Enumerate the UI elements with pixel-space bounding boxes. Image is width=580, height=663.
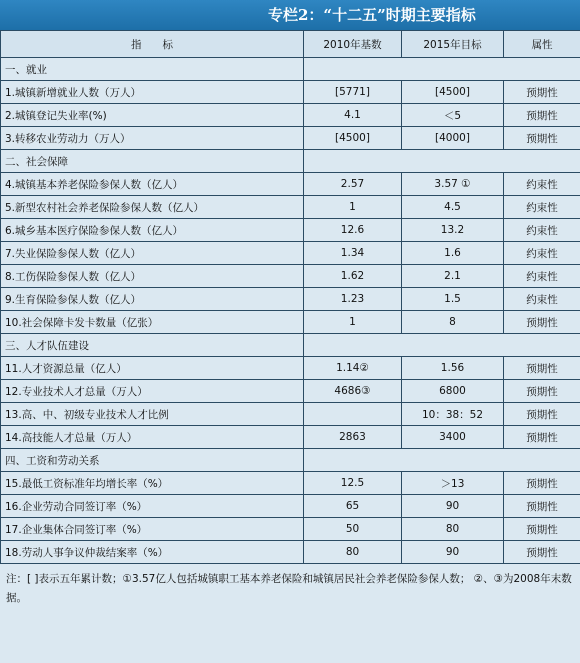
indicator-cell: 13.高、中、初级专业技术人才比例 bbox=[1, 403, 304, 426]
attribute-cell: 约束性 bbox=[504, 219, 580, 242]
section-spacer bbox=[304, 334, 580, 357]
indicator-cell: 3.转移农业劳动力（万人） bbox=[1, 127, 304, 150]
base-value-cell: [4500] bbox=[304, 127, 402, 150]
table-row bbox=[1, 495, 580, 518]
attribute-cell: 约束性 bbox=[504, 173, 580, 196]
base-value-cell: 80 bbox=[304, 541, 402, 564]
attribute-cell: 预期性 bbox=[504, 81, 580, 104]
target-value-cell: 4.5 bbox=[402, 196, 504, 219]
header-base: 2010年基数 bbox=[304, 31, 402, 58]
target-value-cell: 13.2 bbox=[402, 219, 504, 242]
table-row bbox=[1, 380, 580, 403]
target-value-cell: 6800 bbox=[402, 380, 504, 403]
attribute-cell: 预期性 bbox=[504, 403, 580, 426]
base-value-cell: [5771] bbox=[304, 81, 402, 104]
base-value-cell: 1.62 bbox=[304, 265, 402, 288]
attribute-cell: 预期性 bbox=[504, 127, 580, 150]
table-body bbox=[1, 58, 580, 564]
indicator-cell: 5.新型农村社会养老保险参保人数（亿人） bbox=[1, 196, 304, 219]
table-row bbox=[1, 472, 580, 495]
attribute-cell: 约束性 bbox=[504, 265, 580, 288]
table-row bbox=[1, 127, 580, 150]
table-row bbox=[1, 426, 580, 449]
attribute-cell: 预期性 bbox=[504, 472, 580, 495]
target-value-cell: 90 bbox=[402, 495, 504, 518]
attribute-cell: 约束性 bbox=[504, 288, 580, 311]
indicator-cell: 14.高技能人才总量（万人） bbox=[1, 426, 304, 449]
base-value-cell: 12.5 bbox=[304, 472, 402, 495]
base-value-cell: 2863 bbox=[304, 426, 402, 449]
attribute-cell: 预期性 bbox=[504, 495, 580, 518]
base-value-cell: 50 bbox=[304, 518, 402, 541]
indicator-cell: 12.专业技术人才总量（万人） bbox=[1, 380, 304, 403]
table-row bbox=[1, 288, 580, 311]
attribute-cell: 约束性 bbox=[504, 196, 580, 219]
header-target: 2015年目标 bbox=[402, 31, 504, 58]
section-label: 三、人才队伍建设 bbox=[1, 334, 304, 357]
table-row bbox=[1, 219, 580, 242]
section-label: 四、工资和劳动关系 bbox=[1, 449, 304, 472]
base-value-cell: 4.1 bbox=[304, 104, 402, 127]
target-value-cell: 8 bbox=[402, 311, 504, 334]
base-value-cell: 4686③ bbox=[304, 380, 402, 403]
target-value-cell: 80 bbox=[402, 518, 504, 541]
header-indicator: 指 标 bbox=[1, 31, 304, 58]
base-value-cell: 1 bbox=[304, 311, 402, 334]
table-row bbox=[1, 403, 580, 426]
indicator-cell: 18.劳动人事争议仲裁结案率（%） bbox=[1, 541, 304, 564]
base-value-cell: 1.34 bbox=[304, 242, 402, 265]
indicator-cell: 7.失业保险参保人数（亿人） bbox=[1, 242, 304, 265]
attribute-cell: 预期性 bbox=[504, 357, 580, 380]
target-value-cell: 3.57 ① bbox=[402, 173, 504, 196]
section-row bbox=[1, 150, 580, 173]
table-row bbox=[1, 541, 580, 564]
target-value-cell: 3400 bbox=[402, 426, 504, 449]
section-row bbox=[1, 449, 580, 472]
table-row bbox=[1, 104, 580, 127]
table-row bbox=[1, 173, 580, 196]
table-row bbox=[1, 518, 580, 541]
base-value-cell: 12.6 bbox=[304, 219, 402, 242]
target-value-cell: 1.56 bbox=[402, 357, 504, 380]
table-row bbox=[1, 265, 580, 288]
indicator-cell: 15.最低工资标准年均增长率（%） bbox=[1, 472, 304, 495]
section-label: 二、社会保障 bbox=[1, 150, 304, 173]
attribute-cell: 预期性 bbox=[504, 518, 580, 541]
attribute-cell: 预期性 bbox=[504, 104, 580, 127]
attribute-cell: 约束性 bbox=[504, 242, 580, 265]
attribute-cell: 预期性 bbox=[504, 380, 580, 403]
table-row bbox=[1, 196, 580, 219]
table-row bbox=[1, 242, 580, 265]
target-value-cell: 90 bbox=[402, 541, 504, 564]
indicator-cell: 8.工伤保险参保人数（亿人） bbox=[1, 265, 304, 288]
section-row bbox=[1, 334, 580, 357]
indicator-cell: 10.社会保障卡发卡数量（亿张） bbox=[1, 311, 304, 334]
target-value-cell: 1.6 bbox=[402, 242, 504, 265]
base-value-cell: 2.57 bbox=[304, 173, 402, 196]
base-value-cell: 1.23 bbox=[304, 288, 402, 311]
indicator-cell: 9.生育保险参保人数（亿人） bbox=[1, 288, 304, 311]
target-value-cell: 2.1 bbox=[402, 265, 504, 288]
footnote: 注：[ ]表示五年累计数；①3.57亿人包括城镇职工基本养老保险和城镇居民社会养老保险参保人数； ②、③为2008年末数据。 bbox=[6, 573, 572, 604]
table-row bbox=[1, 81, 580, 104]
target-value-cell: [4000] bbox=[402, 127, 504, 150]
indicator-cell: 2.城镇登记失业率(%) bbox=[1, 104, 304, 127]
table-row bbox=[1, 311, 580, 334]
panel-title: 专栏2：“十二五”时期主要指标 bbox=[0, 0, 580, 30]
target-value-cell: ＞13 bbox=[402, 472, 504, 495]
target-value-cell: ＜5 bbox=[402, 104, 504, 127]
indicator-cell: 11.人才资源总量（亿人） bbox=[1, 357, 304, 380]
indicator-cell: 1.城镇新增就业人数（万人） bbox=[1, 81, 304, 104]
section-spacer bbox=[304, 58, 580, 81]
target-value-cell: 10：38：52 bbox=[402, 403, 504, 426]
attribute-cell: 预期性 bbox=[504, 311, 580, 334]
attribute-cell: 预期性 bbox=[504, 541, 580, 564]
base-value-cell: 1.14② bbox=[304, 357, 402, 380]
section-label: 一、就业 bbox=[1, 58, 304, 81]
indicator-cell: 4.城镇基本养老保险参保人数（亿人） bbox=[1, 173, 304, 196]
table-row bbox=[1, 357, 580, 380]
attribute-cell: 预期性 bbox=[504, 426, 580, 449]
indicator-cell: 17.企业集体合同签订率（%） bbox=[1, 518, 304, 541]
base-value-cell bbox=[304, 403, 402, 426]
indicator-cell: 6.城乡基本医疗保险参保人数（亿人） bbox=[1, 219, 304, 242]
table-header-row bbox=[1, 31, 580, 58]
indicator-cell: 16.企业劳动合同签订率（%） bbox=[1, 495, 304, 518]
section-spacer bbox=[304, 449, 580, 472]
target-value-cell: [4500] bbox=[402, 81, 504, 104]
section-row bbox=[1, 58, 580, 81]
indicator-table bbox=[0, 30, 580, 564]
base-value-cell: 1 bbox=[304, 196, 402, 219]
target-value-cell: 1.5 bbox=[402, 288, 504, 311]
section-spacer bbox=[304, 150, 580, 173]
header-attr: 属性 bbox=[504, 31, 580, 58]
base-value-cell: 65 bbox=[304, 495, 402, 518]
